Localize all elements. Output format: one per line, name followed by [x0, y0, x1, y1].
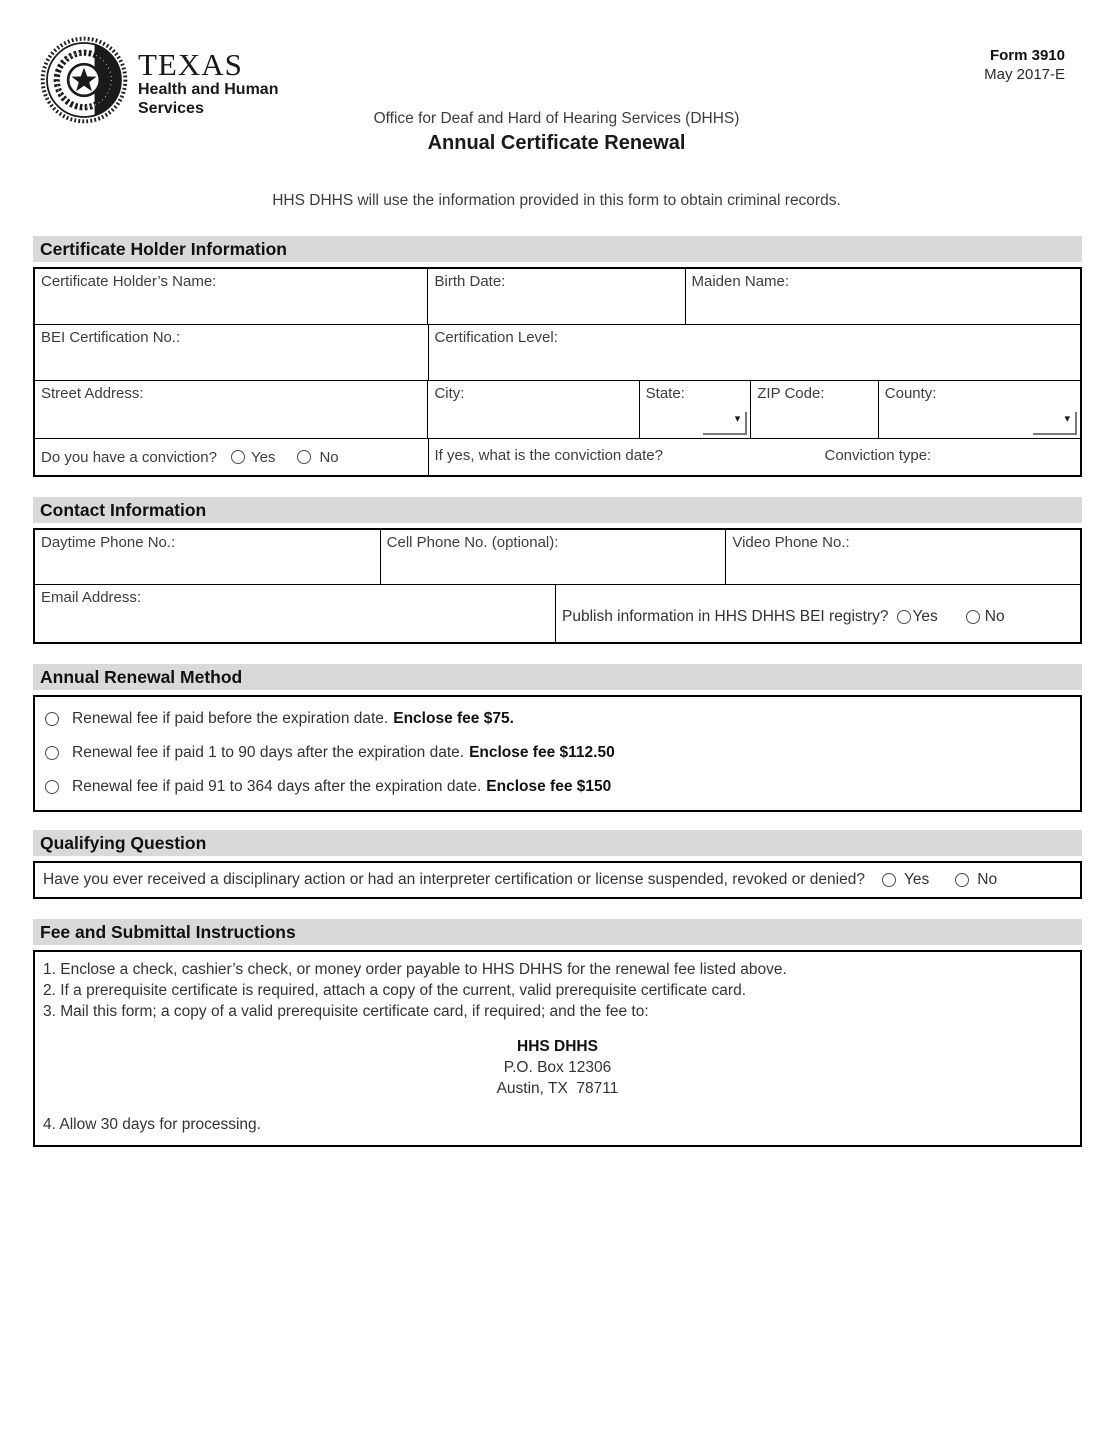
certification-level-label: Certification Level:: [434, 329, 558, 346]
form-number: Form 3910: [989, 47, 1065, 64]
form-content: [33, 236, 1082, 1147]
field-video-phone[interactable]: [726, 530, 1080, 584]
renewal-option-1: [35, 702, 1080, 736]
state-dropdown[interactable]: [703, 412, 747, 435]
state-label: State:: [645, 385, 685, 402]
cell-phone-label: Cell Phone No. (optional):: [386, 534, 559, 551]
table-row: [35, 325, 1080, 381]
publish-no-label: No: [984, 607, 1005, 625]
conviction-yes-radio[interactable]: [231, 450, 245, 464]
dropdown-arrow-icon: ▾: [1064, 413, 1070, 425]
zip-code-label: ZIP Code:: [757, 385, 825, 402]
mailing-address-line2: Austin, TX 78711: [496, 1080, 619, 1097]
instruction-item-3: 3. Mail this form; a copy of a valid prerequisite certificate card, if required; and the fee to:: [43, 1003, 649, 1020]
instructions-box: [33, 950, 1082, 1147]
field-state[interactable]: [640, 381, 752, 438]
mailing-address-name: HHS DHHS: [517, 1038, 598, 1055]
email-address-label: Email Address:: [41, 589, 142, 606]
field-bei-certification-no[interactable]: [35, 325, 429, 380]
conviction-yes-label: Yes: [250, 448, 276, 466]
renewal-option-2: [35, 736, 1080, 770]
contact-table: [33, 528, 1082, 644]
qualifying-yes-label: Yes: [903, 871, 930, 888]
publish-yes-label: Yes: [912, 607, 938, 625]
county-dropdown[interactable]: [1033, 412, 1077, 435]
form-info: [984, 46, 1065, 84]
conviction-question-label: Do you have a conviction?: [41, 448, 217, 466]
intro-text: HHS DHHS will use the information provided in this form to obtain criminal records.: [272, 192, 841, 209]
county-label: County:: [884, 385, 937, 402]
field-certificate-holder-name[interactable]: [35, 269, 428, 324]
section-header-qualifying-question: Qualifying Question: [33, 830, 1082, 856]
field-birth-date[interactable]: [428, 269, 685, 324]
mailing-address-line1: P.O. Box 12306: [503, 1059, 612, 1076]
table-row: [35, 269, 1080, 325]
renewal-option-1-text: Renewal fee if paid before the expiration date.: [72, 710, 389, 727]
conviction-no-label: No: [319, 448, 339, 466]
qualifying-no-label: No: [977, 871, 998, 888]
instruction-item-2: 2. If a prerequisite certificate is required, attach a copy of the current, valid prerequisite certificate card.: [43, 982, 747, 999]
section-header-renewal-method: Annual Renewal Method: [33, 664, 1082, 690]
field-conviction-question: [35, 439, 429, 475]
maiden-name-label: Maiden Name:: [691, 273, 790, 290]
section-header-contact: Contact Information: [33, 497, 1082, 523]
field-city[interactable]: [428, 381, 639, 438]
renewal-options-box: [33, 695, 1082, 812]
form-date: May 2017-E: [984, 66, 1065, 83]
instruction-item-4: 4. Allow 30 days for processing.: [43, 1116, 261, 1133]
certificate-holder-table: [33, 267, 1082, 477]
field-cell-phone[interactable]: [381, 530, 727, 584]
table-row: [35, 439, 1080, 475]
page-title: Annual Certificate Renewal: [427, 132, 686, 154]
conviction-date-question-label: If yes, what is the conviction date?: [434, 447, 663, 464]
qualifying-yes-radio[interactable]: [882, 873, 896, 887]
bei-certification-no-label: BEI Certification No.:: [41, 329, 181, 346]
field-publish-registry: [556, 585, 1080, 642]
conviction-type-label: Conviction type:: [824, 447, 932, 464]
table-row: [35, 381, 1080, 439]
renewal-option-3: [35, 770, 1080, 804]
renewal-option-3-radio[interactable]: [45, 780, 59, 794]
instruction-item-1: 1. Enclose a check, cashier’s check, or money order payable to HHS DHHS for the renewal fee listed above.: [43, 961, 787, 978]
field-daytime-phone[interactable]: [35, 530, 381, 584]
logo-text: [138, 36, 278, 118]
street-address-label: Street Address:: [41, 385, 144, 402]
field-email-address[interactable]: [35, 585, 556, 642]
renewal-option-2-radio[interactable]: [45, 746, 59, 760]
table-row: [35, 585, 1080, 642]
dropdown-arrow-icon: ▾: [734, 413, 741, 425]
daytime-phone-label: Daytime Phone No.:: [41, 534, 176, 551]
field-county[interactable]: [879, 381, 1080, 438]
field-zip-code[interactable]: [751, 381, 879, 438]
office-line: Office for Deaf and Hard of Hearing Services (DHHS): [373, 110, 740, 127]
section-header-certificate-holder: Certificate Holder Information: [33, 236, 1082, 262]
birth-date-label: Birth Date:: [434, 273, 506, 290]
table-row: [35, 530, 1080, 585]
field-street-address[interactable]: [35, 381, 428, 438]
certificate-holder-name-label: Certificate Holder’s Name:: [41, 273, 217, 290]
publish-registry-question: Publish information in HHS DHHS BEI registry?: [562, 607, 889, 625]
qualifying-question-text: Have you ever received a disciplinary action or had an interpreter certification or license suspended, revoked or denied?: [43, 871, 865, 888]
logo-subtitle-line2: Services: [138, 100, 204, 117]
renewal-option-1-radio[interactable]: [45, 712, 59, 726]
renewal-option-3-fee: Enclose fee $150: [486, 778, 612, 795]
qualifying-question-box: [33, 861, 1082, 899]
logo-subtitle-line1: Health and Human: [138, 81, 279, 98]
field-certification-level[interactable]: [429, 325, 1080, 380]
renewal-option-3-text: Renewal fee if paid 91 to 364 days after the expiration date.: [72, 778, 482, 795]
renewal-option-1-fee: Enclose fee $75.: [393, 710, 514, 727]
field-conviction-details[interactable]: [429, 439, 1080, 475]
video-phone-label: Video Phone No.:: [732, 534, 850, 551]
publish-yes-radio[interactable]: [897, 610, 911, 624]
conviction-no-radio[interactable]: [297, 450, 311, 464]
title-block: [0, 110, 1113, 155]
renewal-option-2-text: Renewal fee if paid 1 to 90 days after the expiration date.: [72, 744, 465, 761]
qualifying-no-radio[interactable]: [955, 873, 969, 887]
section-header-fee-instructions: Fee and Submittal Instructions: [33, 919, 1082, 945]
renewal-option-2-fee: Enclose fee $112.50: [469, 744, 615, 761]
mailing-address: [43, 1036, 1072, 1099]
field-maiden-name[interactable]: [686, 269, 1080, 324]
city-label: City:: [434, 385, 465, 402]
publish-no-radio[interactable]: [966, 610, 980, 624]
logo-org-name: TEXAS: [138, 47, 243, 82]
